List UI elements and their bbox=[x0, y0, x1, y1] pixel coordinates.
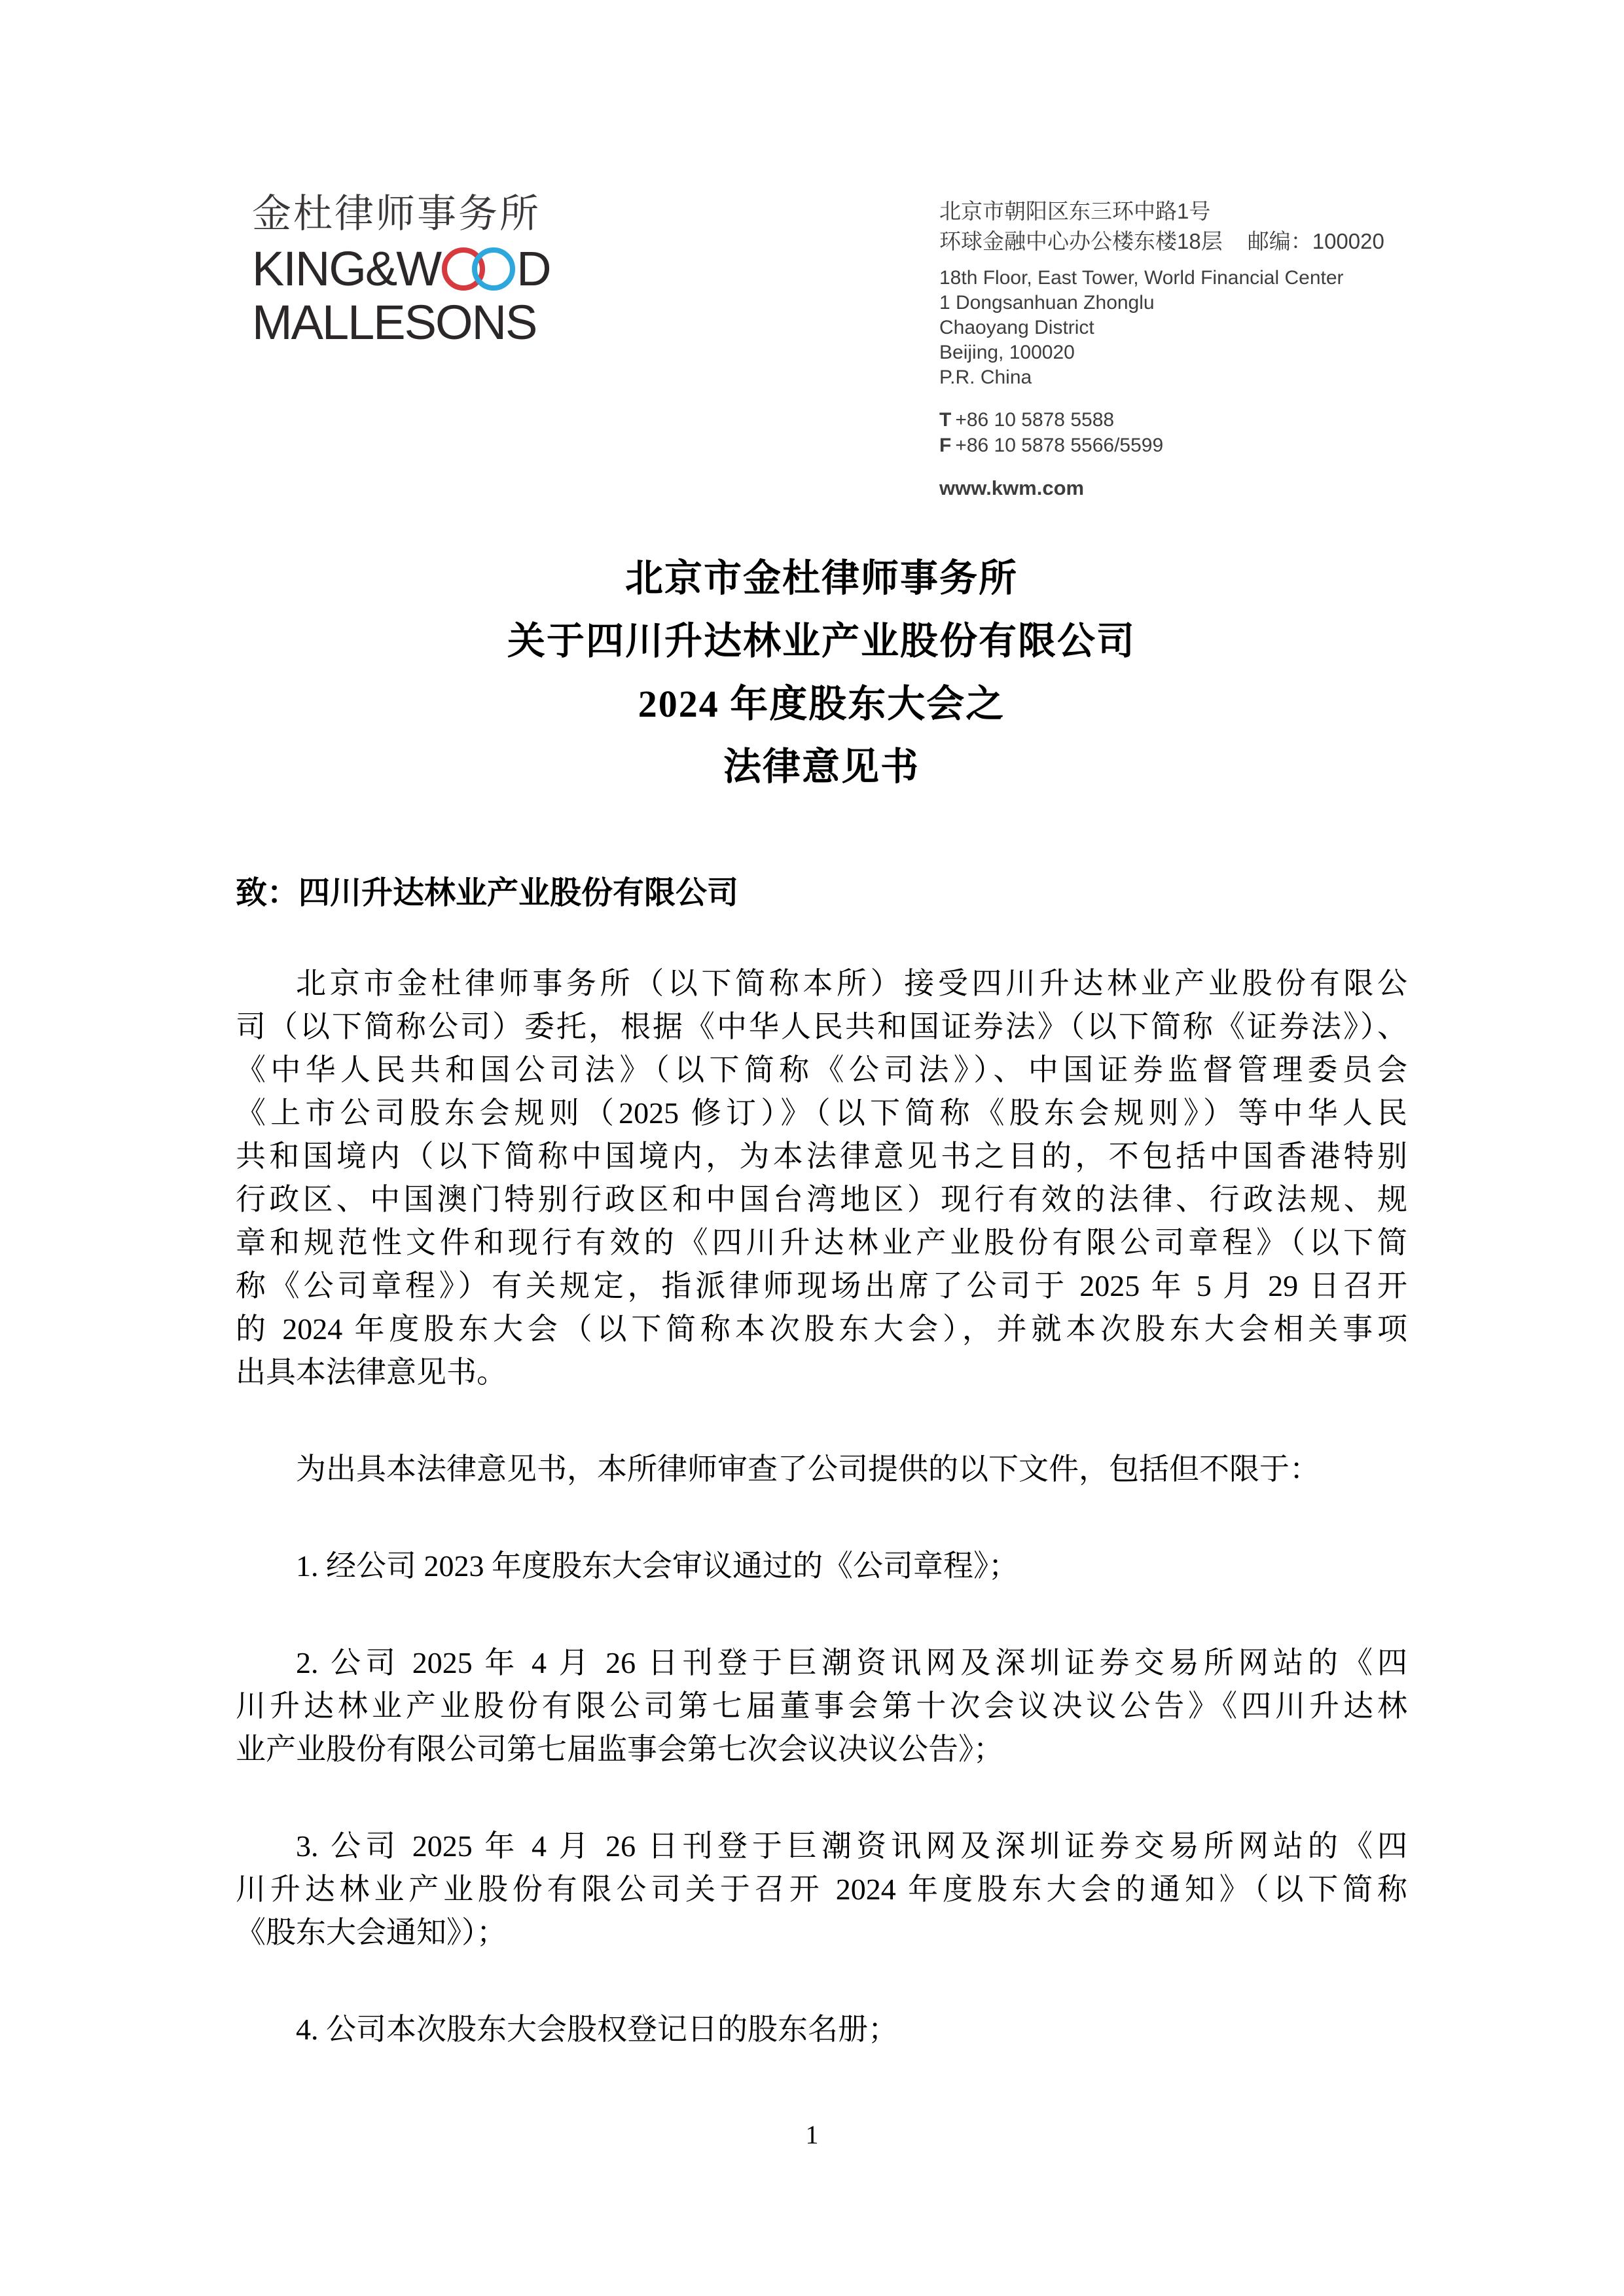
paragraph-line: 2. 公司 2025 年 4 月 26 日刊登于巨潮资讯网及深圳证券交易所网站的《四 bbox=[296, 1646, 1407, 1679]
paragraph-line: 称《公司章程》）有关规定，指派律师现场出席了公司于 2025 年 5 月 29 日召开 bbox=[236, 1269, 1407, 1302]
document-content bbox=[236, 547, 1407, 2051]
logo-chinese-name: 金杜律师事务所 bbox=[252, 192, 541, 236]
kwm-logo bbox=[252, 188, 550, 350]
address-cn-street: 环球金融中心办公楼东楼18层 bbox=[939, 229, 1223, 253]
paragraph-line: 《上市公司股东会规则（2025 修订）》（以下简称《股东会规则》）等中华人民 bbox=[236, 1096, 1407, 1130]
address-en-line: 18th Floor, East Tower, World Financial Center bbox=[939, 267, 1344, 289]
paragraph bbox=[236, 1641, 1407, 1771]
address-postcode: 邮编：100020 bbox=[1247, 229, 1384, 253]
logo-english-part2: D bbox=[516, 242, 550, 296]
paragraph bbox=[236, 1825, 1407, 1954]
document-title-line: 关于四川升达林业产业股份有限公司 bbox=[507, 620, 1136, 662]
paragraph bbox=[236, 1448, 1407, 1491]
document-title-line: 法律意见书 bbox=[723, 745, 920, 788]
address-en-line: P.R. China bbox=[939, 367, 1032, 388]
logo-rings-icon bbox=[442, 242, 515, 296]
paragraph-line: 业产业股份有限公司第七届监事会第七次会议决议公告》； bbox=[236, 1732, 1003, 1766]
fax-line bbox=[939, 433, 1384, 458]
paragraph-line: 章和规范性文件和现行有效的《四川升达林业产业股份有限公司章程》（以下简 bbox=[236, 1226, 1407, 1259]
recipient-line: 致：四川升达林业产业股份有限公司 bbox=[236, 876, 739, 910]
logo-english-line2: MALLESONS bbox=[252, 295, 537, 350]
logo-blue-ring-icon bbox=[472, 247, 515, 291]
telephone-label: T bbox=[939, 409, 952, 431]
paragraph-line: 《中华人民共和国公司法》（以下简称《公司法》）、中国证券监督管理委员会 bbox=[236, 1053, 1407, 1086]
address-english bbox=[939, 266, 1384, 390]
document-title-line: 2024 年度股东大会之 bbox=[638, 683, 1005, 725]
logo-english-part1: KING&W bbox=[252, 242, 441, 296]
address-cn-line2 bbox=[939, 226, 1384, 257]
paragraph-line: 川升达林业产业股份有限公司关于召开 2024 年度股东大会的通知》（以下简称 bbox=[236, 1873, 1407, 1906]
address-chinese bbox=[939, 196, 1384, 257]
paragraph-line: 行政区、中国澳门特别行政区和中国台湾地区）现行有效的法律、行政法规、规 bbox=[236, 1183, 1407, 1216]
document-title bbox=[236, 547, 1407, 798]
fax-number: +86 10 5878 5566/5599 bbox=[955, 435, 1164, 456]
paragraph-line: 共和国境内（以下简称中国境内，为本法律意见书之目的，不包括中国香港特别 bbox=[236, 1139, 1407, 1173]
paragraph-line: 北京市金杜律师事务所（以下简称本所）接受四川升达林业产业股份有限公 bbox=[296, 967, 1407, 1000]
logo-english-name bbox=[252, 242, 550, 350]
document-title-line: 北京市金杜律师事务所 bbox=[624, 557, 1018, 600]
paragraph bbox=[236, 1545, 1407, 1588]
paragraph-line: 出具本法律意见书。 bbox=[236, 1355, 507, 1389]
website-url: www.kwm.com bbox=[939, 476, 1085, 499]
body-paragraphs bbox=[236, 962, 1407, 2051]
paragraph-line: 1. 经公司 2023 年度股东大会审议通过的《公司章程》； bbox=[296, 1549, 1019, 1583]
paragraph bbox=[236, 962, 1407, 1394]
contact-block bbox=[939, 407, 1384, 458]
page-number: 1 bbox=[805, 2120, 819, 2149]
paragraph-line: 司（以下简称公司）委托，根据《中华人民共和国证券法》（以下简称《证券法》）、 bbox=[236, 1010, 1407, 1043]
paragraph-line: 4. 公司本次股东大会股权登记日的股东名册； bbox=[296, 2013, 898, 2046]
address-cn-line1: 北京市朝阳区东三环中路1号 bbox=[939, 199, 1211, 223]
address-en-line: Beijing, 100020 bbox=[939, 342, 1075, 363]
address-en-line: 1 Dongsanhuan Zhonglu bbox=[939, 292, 1155, 314]
address-block bbox=[939, 196, 1384, 500]
paragraph-line: 《股东大会通知》）； bbox=[236, 1916, 507, 1949]
telephone-line bbox=[939, 407, 1384, 433]
paragraph bbox=[236, 2008, 1407, 2051]
paragraph-line: 3. 公司 2025 年 4 月 26 日刊登于巨潮资讯网及深圳证券交易所网站的《四 bbox=[296, 1829, 1407, 1863]
paragraph-line: 川升达林业产业股份有限公司第七届董事会第十次会议决议公告》《四川升达林 bbox=[236, 1689, 1407, 1723]
telephone-number: +86 10 5878 5588 bbox=[955, 409, 1115, 431]
paragraph-line: 的 2024 年度股东大会（以下简称本次股东大会），并就本次股东大会相关事项 bbox=[236, 1312, 1407, 1346]
paragraph-line: 为出具本法律意见书，本所律师审查了公司提供的以下文件，包括但不限于： bbox=[296, 1452, 1320, 1486]
address-en-line: Chaoyang District bbox=[939, 317, 1094, 338]
fax-label: F bbox=[939, 435, 952, 456]
